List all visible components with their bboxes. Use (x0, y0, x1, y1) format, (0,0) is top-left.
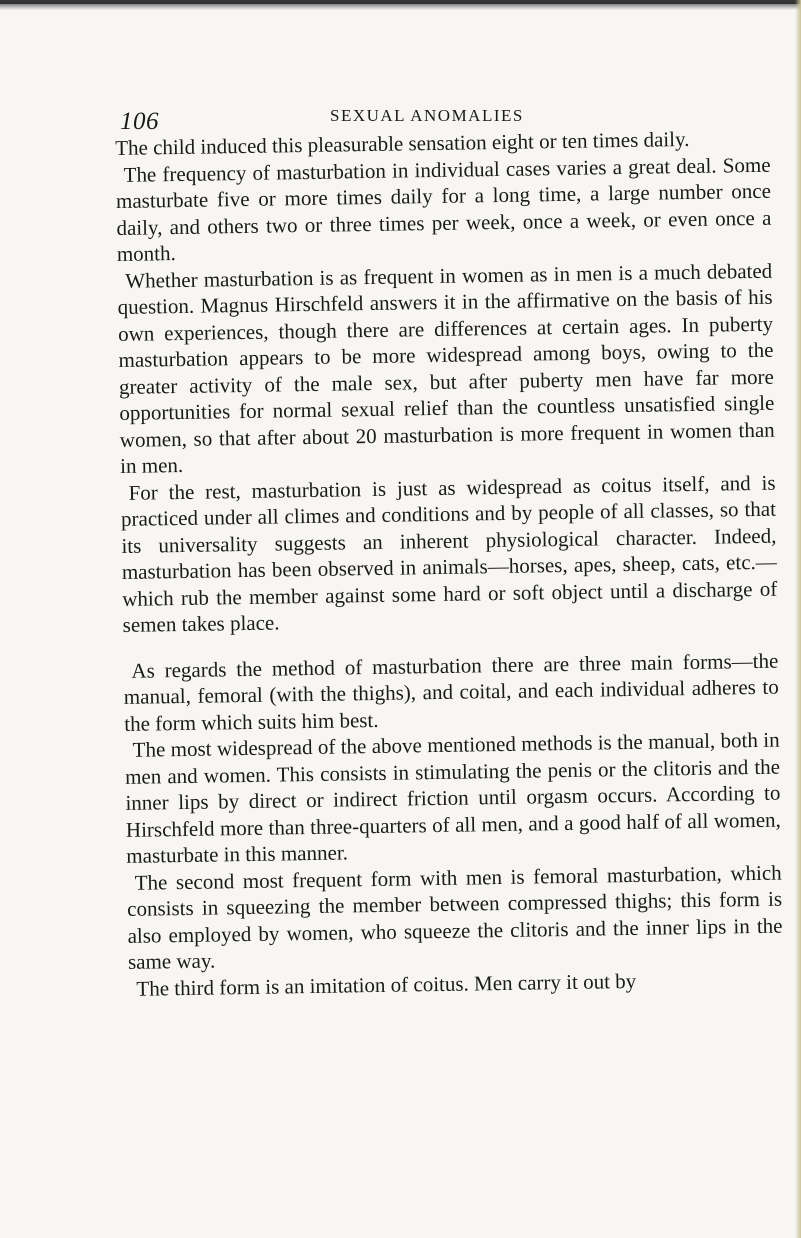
paragraph: The frequency of masturbation in individual cases varies a great deal. Some masturbate five or more times daily for a long time, a large number once daily, and others two or three times per week, once a week, or even once a month. (115, 152, 772, 266)
scan-top-shadow (0, 0, 801, 10)
paragraph: The third form is an imitation of coitus. Men carry it out by (136, 968, 637, 1001)
page-number: 106 (120, 108, 159, 135)
paragraph: For the rest, masturbation is just as widespread as coitus itself, and is practiced under all climes and conditions and by people of all classes, so that its universality suggests an inherent physiological character. Indeed, masturbation has been observed in animals—horses, apes, sheep, cats, etc.—which rub the member against some hard or soft object until a discharge of semen takes place. (120, 470, 778, 637)
running-head: SEXUAL ANOMALIES (330, 106, 524, 125)
paragraph: The most widespread of the above mentioned methods is the manual, both in men and women. This consists in stimulating the penis or the clitoris and the inner lips by direct or indirect friction until orgasm occurs. According to Hirschfeld more than three-quarters of all men, and a good half of all women, masturbate in this manner. (124, 727, 782, 868)
paragraph: Whether masturbation is as frequent in women as in men is a much debated question. Magnus Hirschfeld answers it in the affirmative on the basis of his own experiences, though there are differences at certain ages. In puberty masturbation appears to be more widespread among boys, owing to the greater activity of the male sex, but after puberty men have far more opportunities for normal sexual relief than the countless unsatisfied single women, so that after about 20 masturbation is more frequent in women than in men. (117, 258, 775, 478)
paragraph: As regards the method of masturbation there are three main forms—the manual, femoral (with the thighs), and coital, and each individual adheres to the form which suits him best. (123, 648, 779, 736)
body-text (115, 125, 784, 1002)
scan-right-edge (795, 0, 801, 1238)
paragraph: The child induced this pleasurable sensation eight or ten times daily. (115, 126, 690, 160)
paragraph: The second most frequent form with men is femoral masturbation, which consists in squeezing the member between compressed thighs; this form is also employed by women, who squeeze the clitoris and the inner lips in the same way. (126, 860, 783, 974)
